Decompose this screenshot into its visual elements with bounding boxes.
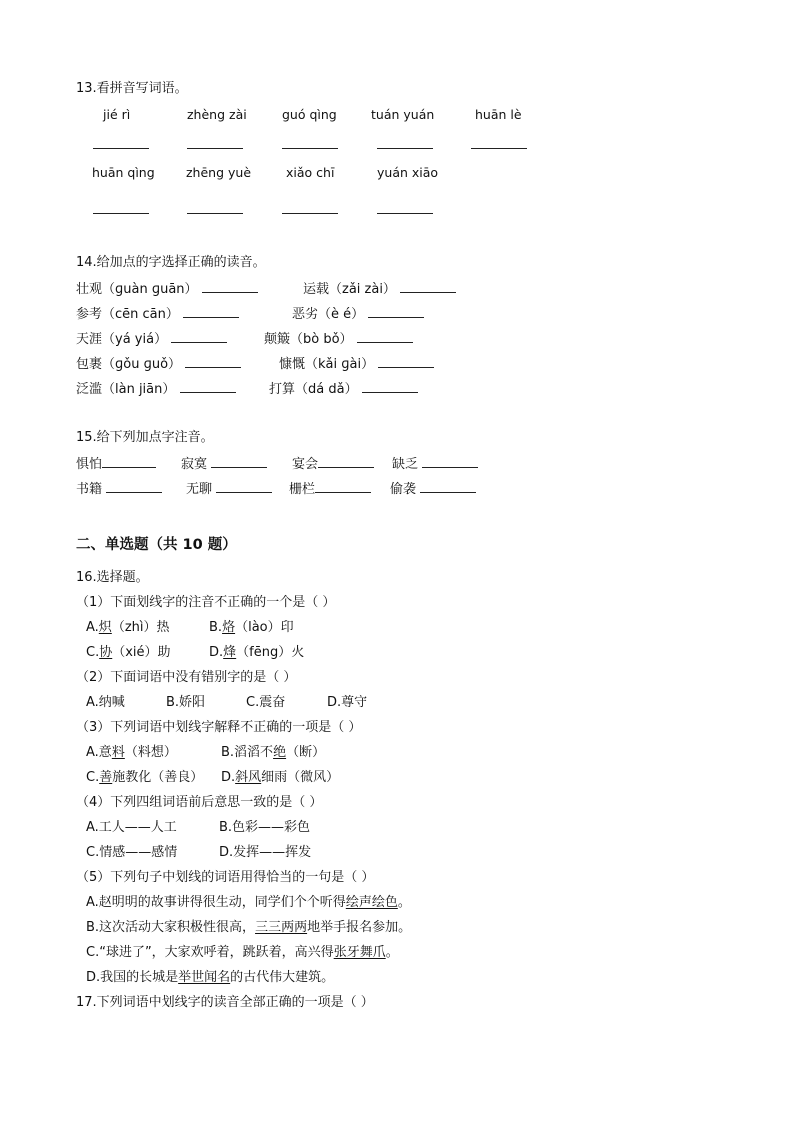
pinyin-2-2: zhēng yuè <box>186 165 252 180</box>
q15-title: 15.给下列加点字注音。 <box>76 430 214 445</box>
answer-blank[interactable] <box>318 453 374 468</box>
q14-item-left-2: 参考（cēn cān） <box>76 303 239 324</box>
pinyin-1-2: zhèng zài <box>187 107 247 122</box>
q16-part4-stem: （4）下列四组词语前后意思一致的是（ ） <box>76 795 323 810</box>
q14-item-right-2: 恶劣（è é） <box>292 303 424 324</box>
option-c[interactable]: C.震奋 <box>246 695 286 710</box>
pinyin-2-1: huān qìng <box>92 165 155 180</box>
q14-item-right-1: 运载（zǎi zài） <box>303 278 456 299</box>
option-b[interactable]: B.烙（lào）印 <box>209 620 294 635</box>
option-d[interactable]: D.我国的长城是举世闻名的古代伟大建筑。 <box>86 970 335 985</box>
q16-part3-stem: （3）下列词语中划线字解释不正确的一项是（ ） <box>76 720 362 735</box>
pinyin-1-3: guó qìng <box>282 107 337 122</box>
q15-item: 偷袭 <box>390 478 476 499</box>
section-heading: 二、单选题（共 10 题） <box>76 537 237 553</box>
q15-item: 寂寞 <box>181 453 267 474</box>
q14-item-right-4: 慷慨（kǎi ɡài） <box>279 353 434 374</box>
answer-blank[interactable] <box>282 213 338 214</box>
option-c[interactable]: C.协（xié）助 <box>86 645 171 660</box>
answer-blank[interactable] <box>368 303 424 318</box>
option-b[interactable]: B.这次活动大家积极性很高，三三两两地举手报名参加。 <box>86 920 412 935</box>
option-a[interactable]: A.意料（料想） <box>86 745 177 760</box>
option-a[interactable]: A.纳喊 <box>86 695 125 710</box>
option-d[interactable]: D.烽（fēng）火 <box>209 645 305 660</box>
answer-blank[interactable] <box>102 453 156 468</box>
pinyin-1-1: jié rì <box>103 107 131 122</box>
pinyin-2-3: xiǎo chī <box>286 165 335 180</box>
answer-blank[interactable] <box>378 353 434 368</box>
option-b[interactable]: B.色彩——彩色 <box>219 820 311 835</box>
option-b[interactable]: B.滔滔不绝（断） <box>221 745 326 760</box>
option-d[interactable]: D.斜风细雨（微风） <box>221 770 340 785</box>
q16-part2-stem: （2）下面词语中没有错别字的是（ ） <box>76 670 297 685</box>
q16-title: 16.选择题。 <box>76 570 149 585</box>
q15-item: 缺乏 <box>392 453 478 474</box>
q14-title: 14.给加点的字选择正确的读音。 <box>76 255 266 270</box>
answer-blank[interactable] <box>93 148 149 149</box>
option-a[interactable]: A.炽（zhì）热 <box>86 620 170 635</box>
pinyin-1-5: huān lè <box>475 107 522 122</box>
answer-blank[interactable] <box>211 453 267 468</box>
answer-blank[interactable] <box>400 278 456 293</box>
option-a[interactable]: A.工人——人工 <box>86 820 177 835</box>
answer-blank[interactable] <box>420 478 476 493</box>
answer-blank[interactable] <box>422 453 478 468</box>
answer-blank[interactable] <box>171 328 227 343</box>
option-a[interactable]: A.赵明明的故事讲得很生动，同学们个个听得绘声绘色。 <box>86 895 411 910</box>
option-d[interactable]: D.发挥——挥发 <box>219 845 312 860</box>
answer-blank[interactable] <box>377 148 433 149</box>
q16-part5-stem: （5）下列句子中划线的词语用得恰当的一句是（ ） <box>76 870 375 885</box>
q14-item-left-3: 天涯（yá yiá） <box>76 328 227 349</box>
q15-item: 栅栏 <box>289 478 371 499</box>
option-c[interactable]: C.情感——感情 <box>86 845 178 860</box>
option-b[interactable]: B.娇阳 <box>166 695 206 710</box>
answer-blank[interactable] <box>187 213 243 214</box>
option-c[interactable]: C.善施教化（善良） <box>86 770 204 785</box>
answer-blank[interactable] <box>377 213 433 214</box>
answer-blank[interactable] <box>185 353 241 368</box>
q14-item-right-5: 打算（dá dǎ） <box>269 378 418 399</box>
q13-title: 13.看拼音写词语。 <box>76 81 188 96</box>
answer-blank[interactable] <box>216 478 272 493</box>
q15-item: 书籍 <box>76 478 162 499</box>
q14-item-left-1: 壮观（ɡuàn ɡuān） <box>76 278 258 299</box>
answer-blank[interactable] <box>187 148 243 149</box>
q14-item-left-4: 包裹（ɡǒu ɡuǒ） <box>76 353 241 374</box>
answer-blank[interactable] <box>183 303 239 318</box>
q15-item: 无聊 <box>186 478 272 499</box>
answer-blank[interactable] <box>93 213 149 214</box>
answer-blank[interactable] <box>471 148 527 149</box>
answer-blank[interactable] <box>315 478 371 493</box>
q17-title: 17.下列词语中划线字的读音全部正确的一项是（ ） <box>76 995 374 1010</box>
answer-blank[interactable] <box>362 378 418 393</box>
pinyin-1-4: tuán yuán <box>371 107 435 122</box>
q15-item: 惧怕 <box>76 453 156 474</box>
option-d[interactable]: D.尊守 <box>327 695 368 710</box>
answer-blank[interactable] <box>357 328 413 343</box>
pinyin-2-4: yuán xiāo <box>377 165 439 180</box>
answer-blank[interactable] <box>180 378 236 393</box>
q14-item-right-3: 颠簸（bò bǒ） <box>264 328 413 349</box>
answer-blank[interactable] <box>202 278 258 293</box>
answer-blank[interactable] <box>106 478 162 493</box>
q15-item: 宴会 <box>292 453 374 474</box>
q16-part1-stem: （1）下面划线字的注音不正确的一个是（ ） <box>76 595 336 610</box>
q14-item-left-5: 泛滥（làn jiān） <box>76 378 236 399</box>
answer-blank[interactable] <box>282 148 338 149</box>
option-c[interactable]: C.“球进了”，大家欢呼着，跳跃着，高兴得张牙舞爪。 <box>86 945 399 960</box>
